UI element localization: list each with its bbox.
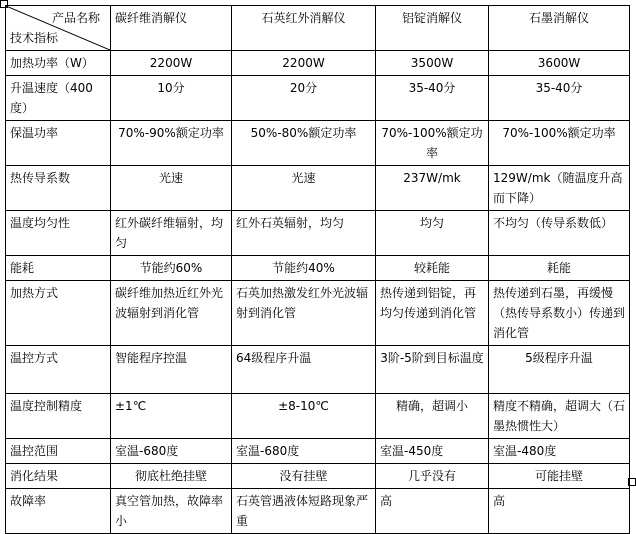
diagonal-line — [6, 6, 110, 50]
table-row — [6, 166, 630, 211]
spec-label: 技术指标 — [10, 31, 59, 45]
table-cell: 高 — [489, 489, 630, 534]
table-row — [6, 76, 630, 121]
table-cell: 3600W — [489, 51, 630, 76]
table-cell: 较耗能 — [376, 256, 489, 281]
table-cell: 碳纤维加热近红外光波辐射到消化管 — [111, 281, 232, 346]
row-label: 加热功率（W） — [6, 51, 111, 76]
table-row — [6, 51, 630, 76]
row-label: 保温功率 — [6, 121, 111, 166]
table-cell: 3阶-5阶到目标温度 — [376, 346, 489, 394]
table-cell: 几乎没有 — [376, 464, 489, 489]
table-row — [6, 394, 630, 439]
table-row — [6, 256, 630, 281]
table-cell: 精度不精确，超调大（石墨热惯性大） — [489, 394, 630, 439]
table-cell: 3500W — [376, 51, 489, 76]
table-cell: 彻底杜绝挂壁 — [111, 464, 232, 489]
table-cell: 70%-100%额定功率 — [489, 121, 630, 166]
row-label: 加热方式 — [6, 281, 111, 346]
row-label: 温控方式 — [6, 346, 111, 394]
table-cell: ±1℃ — [111, 394, 232, 439]
row-label: 故障率 — [6, 489, 111, 534]
table-cell: 红外碳纤维辐射，均匀 — [111, 211, 232, 256]
product-header: 石墨消解仪 — [489, 6, 630, 51]
row-label: 温度控制精度 — [6, 394, 111, 439]
table-row — [6, 281, 630, 346]
row-label: 升温速度（400度） — [6, 76, 111, 121]
table-cell: 光速 — [111, 166, 232, 211]
table-cell: 129W/mk（随温度升高而下降） — [489, 166, 630, 211]
table-row — [6, 211, 630, 256]
table-cell: 10分 — [111, 76, 232, 121]
table-cell: 可能挂壁 — [489, 464, 630, 489]
table-cell: 64级程序升温 — [232, 346, 376, 394]
table-cell: 35-40分 — [489, 76, 630, 121]
table-cell: ±8-10℃ — [232, 394, 376, 439]
table-cell: 2200W — [111, 51, 232, 76]
product-header: 铝锭消解仪 — [376, 6, 489, 51]
table-cell: 室温-450度 — [376, 439, 489, 464]
comparison-table — [5, 5, 630, 534]
product-name-label: 产品名称 — [51, 11, 100, 25]
table-cell: 真空管加热，故障率小 — [111, 489, 232, 534]
table-cell: 20分 — [232, 76, 376, 121]
table-cell: 35-40分 — [376, 76, 489, 121]
row-label: 温度均匀性 — [6, 211, 111, 256]
table-cell: 高 — [376, 489, 489, 534]
diagonal-header-cell — [6, 6, 111, 51]
table-cell: 室温-680度 — [111, 439, 232, 464]
table-cell: 热传递到铝锭，再均匀传递到消化管 — [376, 281, 489, 346]
table-cell: 70%-90%额定功率 — [111, 121, 232, 166]
table-row — [6, 121, 630, 166]
table-cell: 耗能 — [489, 256, 630, 281]
row-label: 热传导系数 — [6, 166, 111, 211]
table-cell: 红外石英辐射，均匀 — [232, 211, 376, 256]
table-row — [6, 439, 630, 464]
table-cell: 石英管遇液体短路现象严重 — [232, 489, 376, 534]
product-header: 石英红外消解仪 — [232, 6, 376, 51]
row-label: 温控范围 — [6, 439, 111, 464]
table-cell: 不均匀（传导系数低） — [489, 211, 630, 256]
table-cell: 节能约40% — [232, 256, 376, 281]
table-cell: 智能程序控温 — [111, 346, 232, 394]
table-cell: 70%-100%额定功率 — [376, 121, 489, 166]
table-cell: 节能约60% — [111, 256, 232, 281]
table-row — [6, 346, 630, 394]
row-label: 消化结果 — [6, 464, 111, 489]
header-row — [6, 6, 630, 51]
table-cell: 热传递到石墨，再缓慢（热传导系数小）传递到消化管 — [489, 281, 630, 346]
table-cell: 50%-80%额定功率 — [232, 121, 376, 166]
table-row — [6, 489, 630, 534]
table-cell: 2200W — [232, 51, 376, 76]
table-cell: 均匀 — [376, 211, 489, 256]
table-cell: 室温-480度 — [489, 439, 630, 464]
table-cell: 没有挂壁 — [232, 464, 376, 489]
table-cell: 精确，超调小 — [376, 394, 489, 439]
row-label: 能耗 — [6, 256, 111, 281]
table-cell: 237W/mk — [376, 166, 489, 211]
table-cell: 光速 — [232, 166, 376, 211]
table-cell: 5级程序升温 — [489, 346, 630, 394]
table-cell: 石英加热激发红外光波辐射到消化管 — [232, 281, 376, 346]
table-cell: 室温-680度 — [232, 439, 376, 464]
product-header: 碳纤维消解仪 — [111, 6, 232, 51]
